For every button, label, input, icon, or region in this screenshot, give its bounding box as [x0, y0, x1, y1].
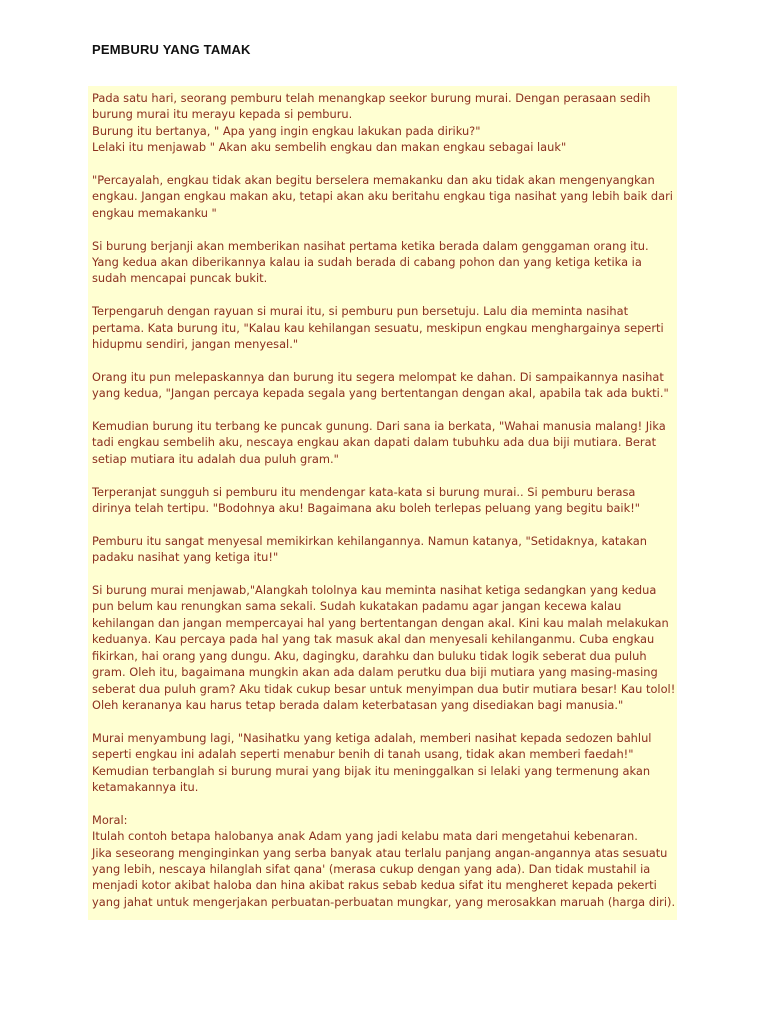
text-line: Oleh kerananya kau harus tetap berada dalam keterbatasan yang disediakan bagi manusia."	[92, 697, 624, 712]
story-paragraph	[92, 533, 675, 566]
text-line: yang lebih, nescaya hilanglah sifat qana' (merasa cukup dengan yang ada). Dan tidak mustahil ia	[92, 861, 651, 876]
text-line: Murai menyambung lagi, "Nasihatku yang ketiga adalah, memberi nasihat kepada sedozen bahlul	[92, 730, 652, 745]
text-line: Orang itu pun melepaskannya dan burung itu segera melompat ke dahan. Di sampaikannya nasihat	[92, 369, 664, 384]
text-line: engkau. Jangan engkau makan aku, tetapi akan aku beritahu engkau tiga nasihat yang lebih baik dari	[92, 189, 673, 204]
text-line: tadi engkau sembelih aku, nescaya engkau akan dapati dalam tubuhku ada dua biji mutiara. Berat	[92, 435, 657, 450]
text-line: keduanya. Kau percaya pada hal yang tak masuk akal dan menyesali kehilanganmu. Cuba engkau	[92, 632, 655, 647]
text-line: Kemudian burung itu terbang ke puncak gunung. Dari sana ia berkata, "Wahai manusia malang! Jika	[92, 419, 666, 434]
story-highlight-box	[88, 86, 677, 920]
text-line: Terperanjat sungguh si pemburu itu mendengar kata-kata si burung murai.. Si pemburu berasa	[92, 484, 636, 499]
text-line: hidupmu sendiri, jangan menyesal."	[92, 337, 299, 352]
story-paragraph	[92, 582, 675, 713]
text-line: padaku nasihat yang ketiga itu!"	[92, 550, 279, 565]
text-line: burung murai itu merayu kepada si pemburu.	[92, 107, 353, 122]
text-line: Pemburu itu sangat menyesal memikirkan kehilangannya. Namun katanya, "Setidaknya, katakan	[92, 533, 647, 548]
text-line: Yang kedua akan diberikannya kalau ia sudah berada di cabang pohon dan yang ketiga ketika ia	[92, 255, 642, 270]
text-line: pun belum kau renungkan sama sekali. Sudah kukatakan padamu agar jangan kecewa kalau	[92, 599, 622, 614]
moral-paragraph	[92, 812, 675, 910]
text-line: Burung itu bertanya, " Apa yang ingin engkau lakukan pada diriku?"	[92, 123, 481, 138]
story-paragraph	[92, 303, 675, 352]
text-line: Pada satu hari, seorang pemburu telah menangkap seekor burung murai. Dengan perasaan sedih	[92, 91, 651, 105]
text-line: kehilangan dan jangan mempercayai hal yang bertentangan dengan akal. Kini kau malah melakukan	[92, 615, 669, 630]
text-line: Terpengaruh dengan rayuan si murai itu, si pemburu pun bersetuju. Lalu dia meminta nasihat	[92, 304, 629, 319]
story-paragraph	[92, 418, 675, 467]
text-line: Jika seseorang menginginkan yang serba banyak atau terlalu panjang angan-angannya atas sesuatu	[92, 845, 668, 860]
text-line: yang kedua, "Jangan percaya kepada segala yang bertentangan dengan akal, apabila tak ada bukti."	[92, 386, 669, 401]
text-line: Moral:	[92, 812, 128, 827]
story-paragraph	[92, 730, 675, 796]
story-paragraph	[92, 484, 675, 517]
text-line: dirinya telah tertipu. "Bodohnya aku! Bagaimana aku boleh terlepas peluang yang begitu baik!"	[92, 501, 640, 516]
text-line: seberat dua puluh gram? Aku tidak cukup besar untuk menyimpan dua butir mutiara besar! Kau tolol!	[92, 681, 676, 696]
text-line: "Percayalah, engkau tidak akan begitu berselera memakanku dan aku tidak akan mengenyangkan	[92, 173, 655, 188]
text-line: Si burung berjanji akan memberikan nasihat pertama ketika berada dalam genggaman orang itu.	[92, 238, 649, 253]
text-line: Kemudian terbanglah si burung murai yang bijak itu meninggalkan si lelaki yang termenung akan	[92, 763, 651, 778]
text-line: engkau memakanku "	[92, 205, 217, 220]
text-line: yang jahat untuk mengerjakan perbuatan-perbuatan mungkar, yang merosakkan maruah (harga diri).	[92, 894, 676, 909]
story-paragraph	[92, 90, 675, 156]
text-line: fikirkan, hai orang yang dungu. Aku, dagingku, darahku dan buluku tidak logik seberat dua puluh	[92, 648, 647, 663]
text-line: Itulah contoh betapa halobanya anak Adam yang jadi kelabu mata dari mengetahui kebenaran.	[92, 829, 638, 844]
text-line: ketamakannya itu.	[92, 779, 199, 794]
text-line: setiap mutiara itu adalah dua puluh gram."	[92, 451, 339, 466]
page-title: PEMBURU YANG TAMAK	[92, 42, 251, 57]
text-line: pertama. Kata burung itu, "Kalau kau kehilangan sesuatu, meskipun engkau menghargainya seperti	[92, 320, 664, 335]
story-paragraph	[92, 172, 675, 221]
text-line: seperti engkau ini adalah seperti menabur benih di tanah usang, tidak akan memberi faedah!"	[92, 747, 634, 762]
story-paragraph	[92, 369, 675, 402]
text-line: Si burung murai menjawab,"Alangkah tololnya kau meminta nasihat ketiga sedangkan yang kedua	[92, 583, 657, 598]
story-body	[92, 90, 675, 910]
story-paragraph	[92, 238, 675, 287]
text-line: sudah mencapai puncak bukit.	[92, 271, 268, 286]
text-line: Lelaki itu menjawab " Akan aku sembelih engkau dan makan engkau sebagai lauk"	[92, 140, 567, 155]
text-line: gram. Oleh itu, bagaimana mungkin akan ada dalam perutku dua biji mutiara yang masing-masing	[92, 665, 658, 680]
text-line: menjadi kotor akibat haloba dan hina akibat rakus sebab kedua sifat itu mengheret kepada pekerti	[92, 878, 657, 893]
